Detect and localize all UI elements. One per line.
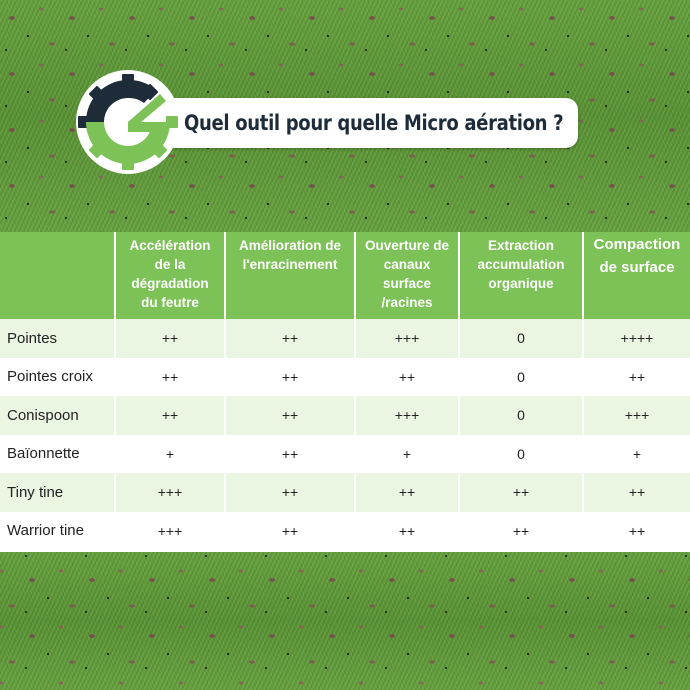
- table-cell: ++: [355, 473, 459, 512]
- table-cell: ++: [115, 358, 225, 397]
- table-cell: ++: [355, 358, 459, 397]
- table-cell: +++: [115, 512, 225, 551]
- table-cell: 0: [459, 319, 583, 358]
- title-banner: [158, 98, 578, 148]
- table-row: [0, 512, 690, 551]
- table-cell: +++: [355, 396, 459, 435]
- column-header-canaux: Ouverture de canaux surface /racines: [355, 232, 459, 319]
- table-cell: +++: [583, 396, 690, 435]
- table-cell: ++: [225, 435, 355, 474]
- table-cell: ++: [583, 358, 690, 397]
- table-row: [0, 396, 690, 435]
- comparison-table-container: [0, 232, 690, 552]
- table-cell: ++: [583, 512, 690, 551]
- table-cell: ++: [225, 473, 355, 512]
- table-cell: ++: [115, 396, 225, 435]
- gear-g-logo-icon: [74, 68, 182, 176]
- table-cell: ++: [583, 473, 690, 512]
- row-label: Pointes croix: [0, 358, 115, 397]
- table-cell: ++: [225, 358, 355, 397]
- table-cell: 0: [459, 358, 583, 397]
- comparison-table: [0, 232, 690, 550]
- page-title: Quel outil pour quelle Micro aération ?: [184, 111, 564, 135]
- table-cell: ++: [459, 473, 583, 512]
- column-header-compaction: Compaction de surface: [583, 232, 690, 319]
- table-cell: +++: [115, 473, 225, 512]
- row-label: Tiny tine: [0, 473, 115, 512]
- column-header-tool: [0, 232, 115, 319]
- table-cell: ++: [225, 319, 355, 358]
- column-header-extraction: Extraction accumulation organique: [459, 232, 583, 319]
- row-label: Pointes: [0, 319, 115, 358]
- table-row: [0, 473, 690, 512]
- table-cell: +: [355, 435, 459, 474]
- row-label: Conispoon: [0, 396, 115, 435]
- row-label: Baïonnette: [0, 435, 115, 474]
- table-cell: 0: [459, 435, 583, 474]
- table-cell: ++: [225, 396, 355, 435]
- table-cell: ++: [115, 319, 225, 358]
- column-header-enracinement: Amélioration de l'enracinement: [225, 232, 355, 319]
- table-row: [0, 435, 690, 474]
- table-row: [0, 358, 690, 397]
- row-label: Warrior tine: [0, 512, 115, 551]
- table-header-row: [0, 232, 690, 319]
- table-cell: ++: [459, 512, 583, 551]
- table-row: [0, 319, 690, 358]
- table-cell: +: [115, 435, 225, 474]
- grass-background-bottom: [0, 552, 690, 690]
- table-cell: ++: [355, 512, 459, 551]
- table-cell: ++++: [583, 319, 690, 358]
- table-cell: ++: [225, 512, 355, 551]
- column-header-feutre: Accélération de la dégradation du feutre: [115, 232, 225, 319]
- table-cell: +++: [355, 319, 459, 358]
- table-cell: +: [583, 435, 690, 474]
- table-cell: 0: [459, 396, 583, 435]
